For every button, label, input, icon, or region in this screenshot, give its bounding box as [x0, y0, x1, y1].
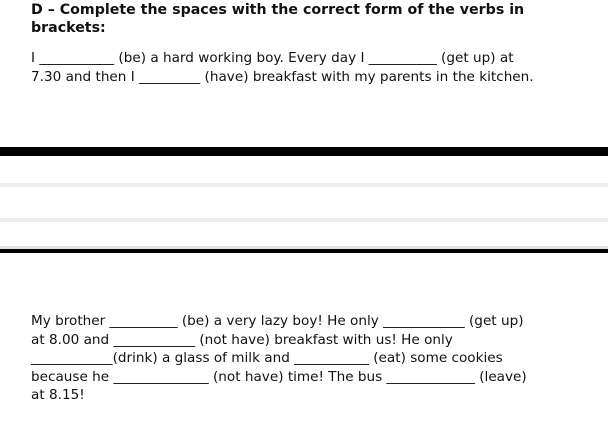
- paragraph-2: [31, 312, 591, 405]
- gray-separator: [0, 183, 608, 187]
- thin-divider: [0, 249, 608, 253]
- paragraph-1-line: I ___________ (be) a hard working boy. Every day I __________ (get up) at: [31, 50, 514, 66]
- paragraph-2-line: at 8.00 and ____________ (not have) breakfast with us! He only: [31, 331, 453, 348]
- paragraph-1-line: 7.30 and then I _________ (have) breakfast with my parents in the kitchen.: [31, 68, 534, 85]
- paragraph-2-line: My brother __________ (be) a very lazy boy! He only ____________ (get up): [31, 313, 524, 329]
- paragraph-2-line: ____________(drink) a glass of milk and ___________ (eat) some cookies: [31, 350, 503, 367]
- paragraph-1: [31, 49, 591, 86]
- paragraph-2-line: because he ______________ (not have) time! The bus _____________ (leave): [31, 368, 527, 385]
- exercise-heading: D – Complete the spaces with the correct form of the verbs in brackets:: [31, 2, 525, 36]
- gray-separator: [0, 218, 608, 222]
- paragraph-2-line: at 8.15!: [31, 387, 85, 404]
- thick-divider: [0, 147, 608, 156]
